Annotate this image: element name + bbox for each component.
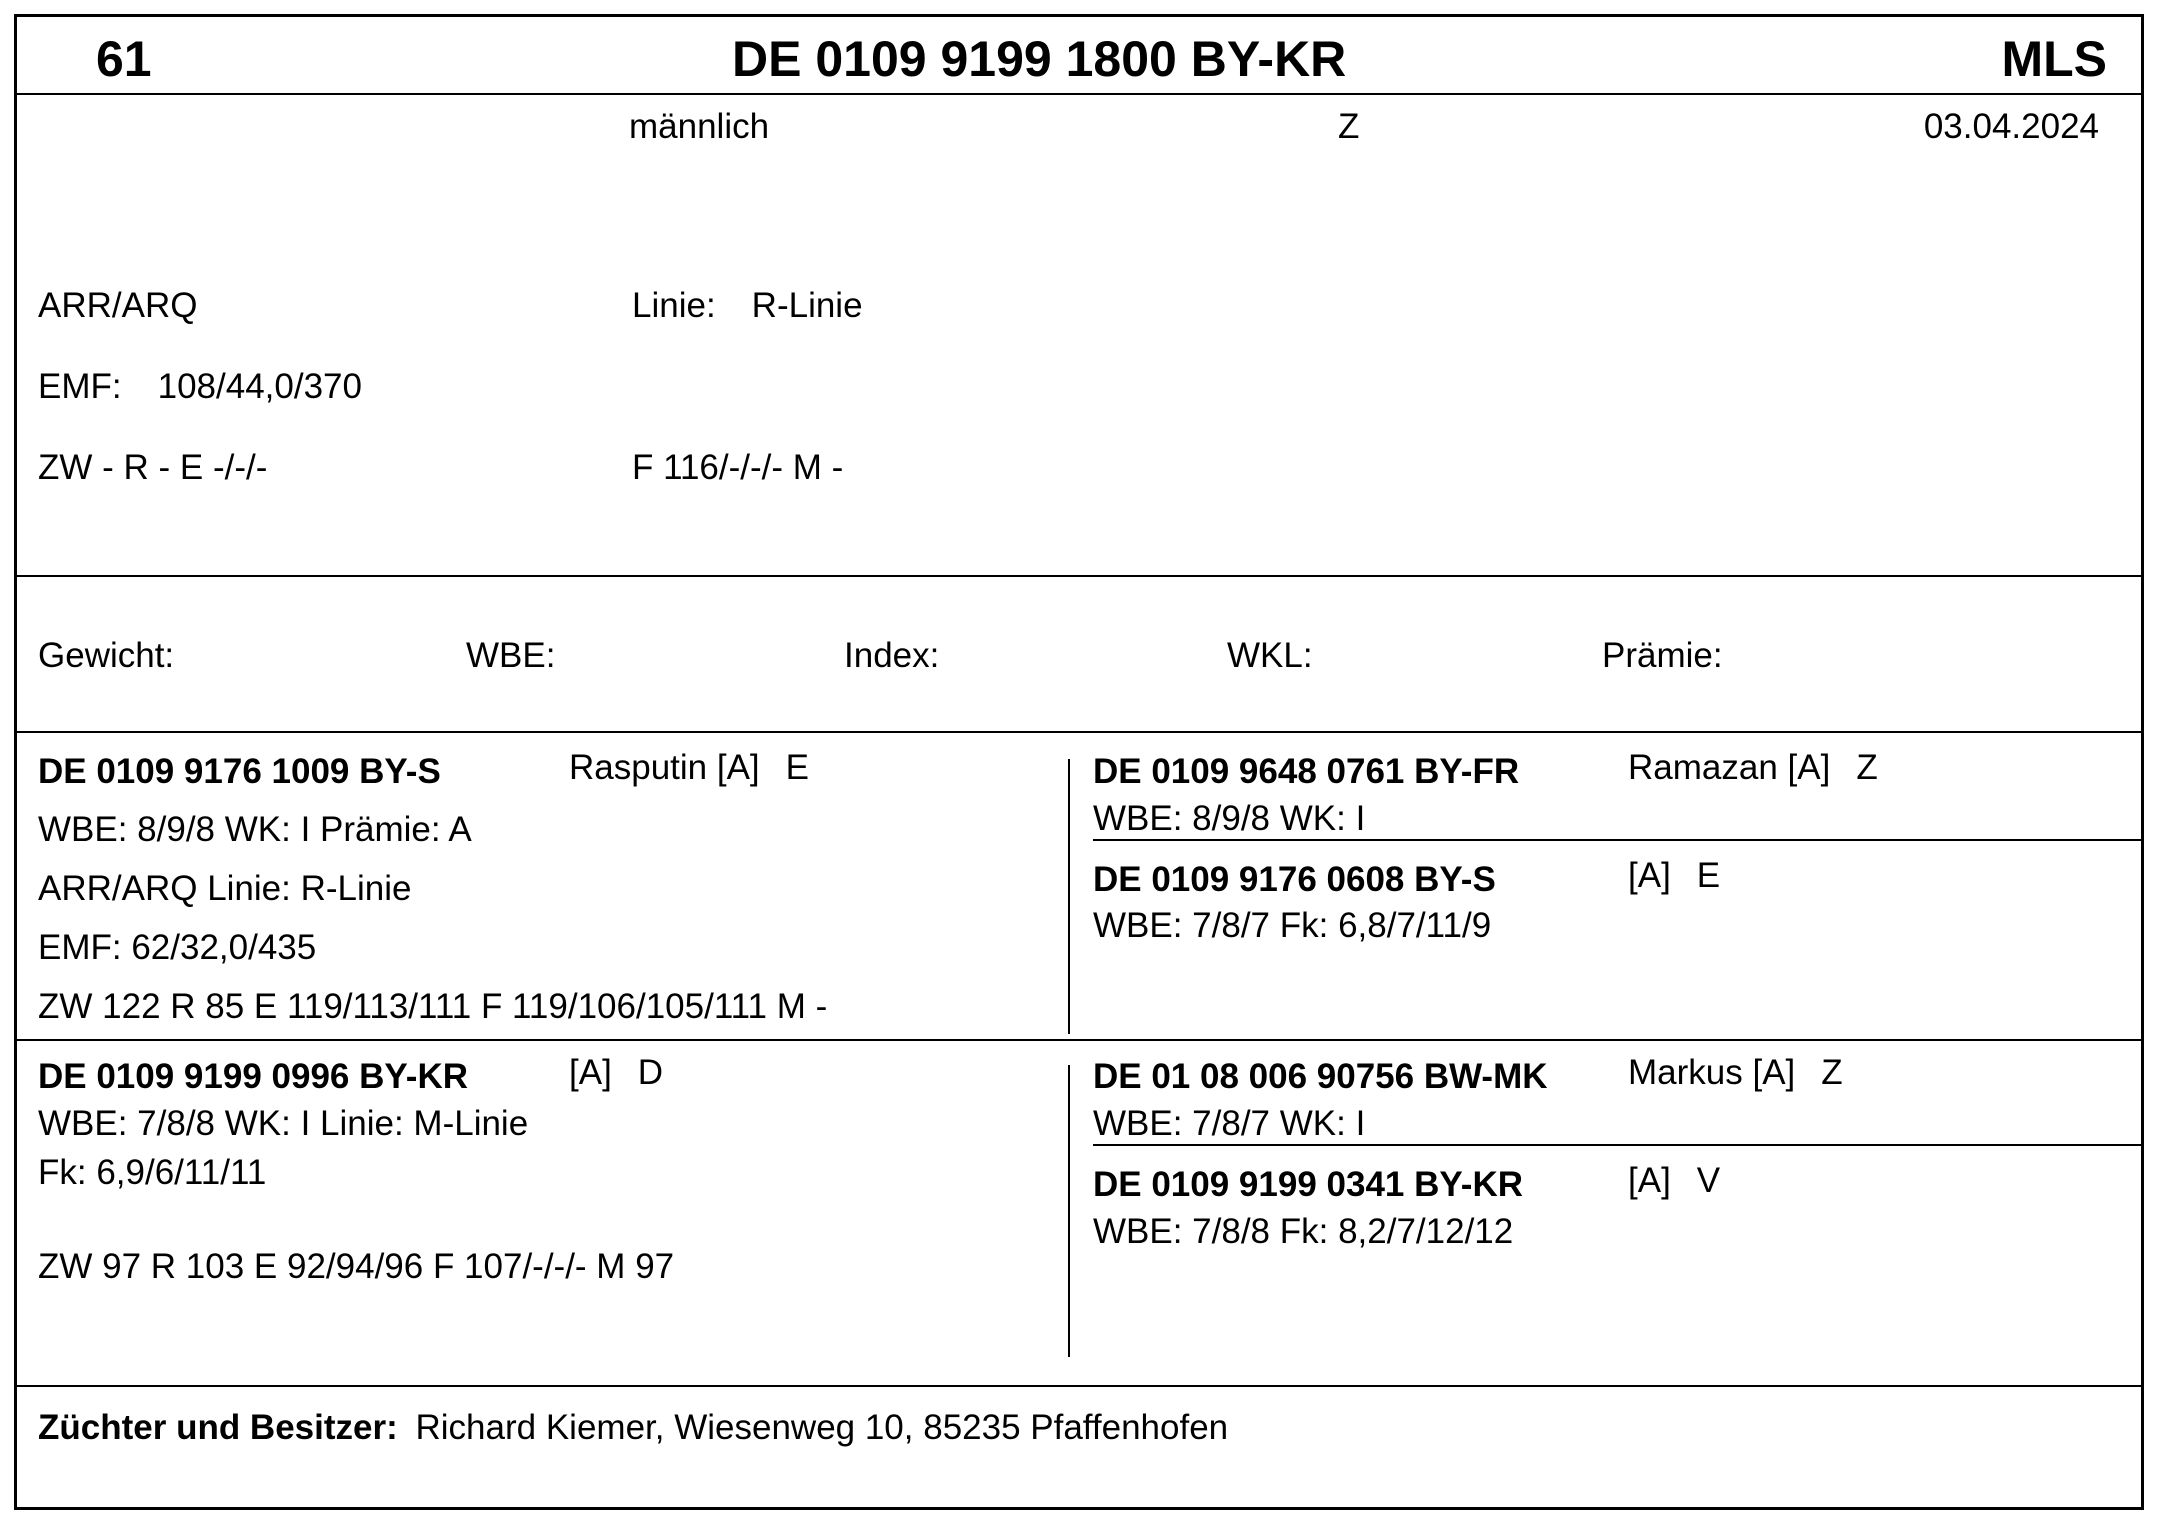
sire-grade: E xyxy=(785,748,810,787)
dam-line-1: WBE: 7/8/8 WK: I Linie: M-Linie xyxy=(38,1104,529,1143)
dam-grade: D xyxy=(637,1053,664,1092)
sire-sire-ring-number: DE 0109 9648 0761 BY-FR xyxy=(1093,752,1520,791)
dam-dam-line-1: WBE: 7/8/8 Fk: 8,2/7/12/12 xyxy=(1093,1212,1514,1251)
sire-line-2: ARR/ARQ Linie: R-Linie xyxy=(38,869,412,908)
sire-sire-grade: Z xyxy=(1856,748,1878,787)
performance-divider xyxy=(17,731,2141,733)
dam-sire-line-1: WBE: 7/8/7 WK: I xyxy=(1093,1104,1366,1143)
parents-divider xyxy=(17,1039,2141,1041)
ring-number-title: DE 0109 9199 1800 BY-KR xyxy=(732,31,1347,87)
pedigree-card xyxy=(14,14,2144,1510)
breeder-owner-label: Züchter und Besitzer: xyxy=(38,1408,398,1447)
sire-line-1: WBE: 8/9/8 WK: I Prämie: A xyxy=(38,810,472,849)
sire-dam-name-grade xyxy=(1628,858,1720,893)
dam-dam-grade: V xyxy=(1696,1161,1721,1200)
index-label: Index: xyxy=(844,636,940,675)
line-value: R-Linie xyxy=(751,286,863,325)
sire-ring-number: DE 0109 9176 1009 BY-S xyxy=(38,752,441,791)
sire-sire-name-grade xyxy=(1628,750,1878,785)
genotype: ARR/ARQ xyxy=(38,286,198,325)
sire-dam-grade: E xyxy=(1696,856,1721,895)
header-divider xyxy=(17,93,2141,95)
weight-label: Gewicht: xyxy=(38,636,175,675)
sire-name-grade xyxy=(569,750,809,785)
grade: Z xyxy=(1338,107,1360,146)
sire-grandparents-divider xyxy=(1093,839,2144,841)
wkl-label: WKL: xyxy=(1227,636,1313,675)
footer-divider xyxy=(17,1385,2141,1387)
sire-dam-ring-number: DE 0109 9176 0608 BY-S xyxy=(1093,860,1496,899)
catalog-number: 61 xyxy=(96,31,152,87)
breeder-owner-value: Richard Kiemer, Wiesenweg 10, 85235 Pfaffenhofen xyxy=(415,1408,1229,1447)
sire-sire-line-1: WBE: 8/9/8 WK: I xyxy=(1093,799,1366,838)
wbe-label: WBE: xyxy=(466,636,556,675)
dam-sire-name-grade xyxy=(1628,1055,1843,1090)
sire-name: Rasputin [A] xyxy=(569,748,760,787)
info-divider xyxy=(17,575,2141,577)
emf-info xyxy=(38,369,362,404)
dam-line-3: ZW 97 R 103 E 92/94/96 F 107/-/-/- M 97 xyxy=(38,1247,675,1286)
breeding-values: ZW - R - E -/-/- xyxy=(38,448,268,487)
fm-values: F 116/-/-/- M - xyxy=(632,448,844,487)
dam-sire-ring-number: DE 01 08 006 90756 BW-MK xyxy=(1093,1057,1548,1096)
sire-dam-name: [A] xyxy=(1628,856,1671,895)
dam-grandparents-divider xyxy=(1093,1144,2144,1146)
dam-sire-grade: Z xyxy=(1821,1053,1843,1092)
dam-name-grade xyxy=(569,1055,663,1090)
dam-dam-name-grade xyxy=(1628,1163,1720,1198)
dam-line-2: Fk: 6,9/6/11/11 xyxy=(38,1153,267,1192)
sex: männlich xyxy=(629,107,770,146)
dam-sire-name: Markus [A] xyxy=(1628,1053,1796,1092)
sire-column-divider xyxy=(1068,759,1070,1034)
sire-line-4: ZW 122 R 85 E 119/113/111 F 119/106/105/111 M - xyxy=(38,987,828,1026)
dam-ring-number: DE 0109 9199 0996 BY-KR xyxy=(38,1057,468,1096)
emf-label: EMF: xyxy=(38,367,122,406)
dam-name: [A] xyxy=(569,1053,612,1092)
sire-sire-name: Ramazan [A] xyxy=(1628,748,1831,787)
breeder-owner xyxy=(38,1410,1228,1445)
dam-dam-ring-number: DE 0109 9199 0341 BY-KR xyxy=(1093,1165,1523,1204)
line-info xyxy=(632,288,863,323)
emf-value: 108/44,0/370 xyxy=(157,367,362,406)
birth-date: 03.04.2024 xyxy=(1923,107,2099,146)
sire-line-3: EMF: 62/32,0/435 xyxy=(38,928,317,967)
sire-dam-line-1: WBE: 7/8/7 Fk: 6,8/7/11/9 xyxy=(1093,906,1492,945)
dam-dam-name: [A] xyxy=(1628,1161,1671,1200)
breed-code: MLS xyxy=(2001,31,2107,87)
dam-column-divider xyxy=(1068,1065,1070,1357)
premium-label: Prämie: xyxy=(1602,636,1723,675)
line-label: Linie: xyxy=(632,286,716,325)
